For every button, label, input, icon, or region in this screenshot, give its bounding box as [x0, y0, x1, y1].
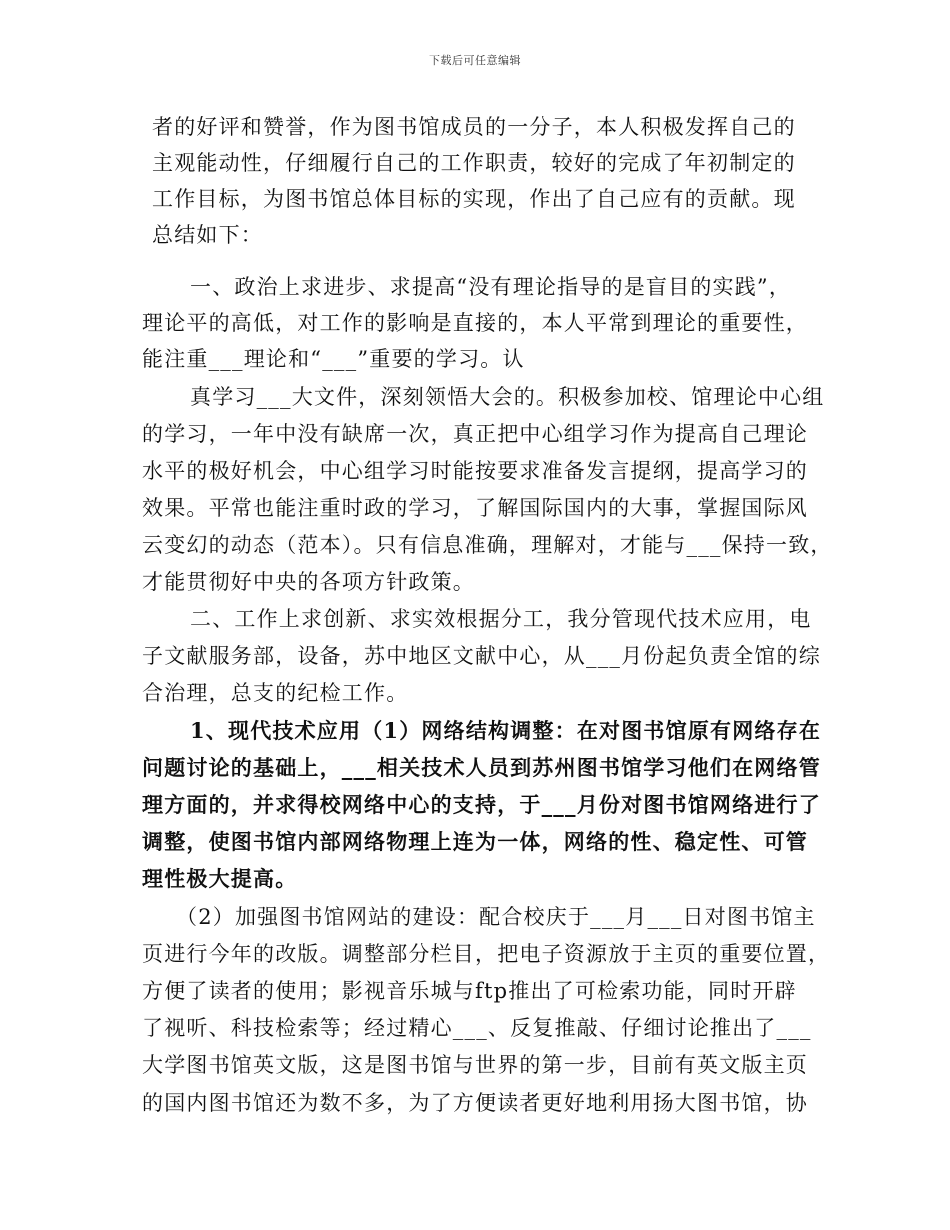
- paragraph-line-bold: 理方面的，并求得校网络中心的支持，于___月份对图书馆网络进行了: [142, 792, 821, 817]
- paragraph-line: 合治理，总支的纪检工作。: [142, 681, 409, 705]
- paragraph-line-bold: 调整，使图书馆内部网络物理上连为一体，网络的性、稳定性、可管: [142, 829, 808, 854]
- paragraph-line: 的国内图书馆还为数不多，为了方便读者更好地利用扬大图书馆，协: [142, 1091, 808, 1115]
- paragraph-line: 真学习___大文件，深刻领悟大会的。积极参加校、馆理论中心组: [190, 385, 825, 409]
- paragraph-line: 页进行今年的改版。调整部分栏目，把电子资源放于主页的重要位置，: [142, 942, 831, 966]
- page-header: 下载后可任意编辑: [429, 54, 521, 67]
- paragraph-line: 了视听、科技检索等；经过精心___、反复推敲、仔细讨论推出了___: [142, 1016, 812, 1040]
- paragraph-line: （2）加强图书馆网站的建设：配合校庆于___月___日对图书馆主: [176, 905, 816, 929]
- paragraph-line: 能注重___理论和“___”重要的学习。认: [142, 347, 525, 371]
- paragraph-line: 大学图书馆英文版，这是图书馆与世界的第一步，目前有英文版主页: [142, 1053, 808, 1077]
- paragraph-line: 主观能动性，仔细履行自己的工作职责，较好的完成了年初制定的: [152, 151, 796, 175]
- paragraph-line: 理论平的高低，对工作的影响是直接的，本人平常到理论的重要性，: [142, 311, 808, 335]
- paragraph-line: 者的好评和赞誉，作为图书馆成员的一分子，本人积极发挥自己的: [152, 115, 796, 139]
- paragraph-line-bold: 理性极大提高。: [142, 866, 298, 891]
- paragraph-line-bold: 1、现代技术应用（1）网络结构调整：在对图书馆原有网络存在: [190, 718, 822, 743]
- paragraph-line: 方便了读者的使用；影视音乐城与ftp推出了可检索功能，同时开辟: [142, 979, 797, 1003]
- paragraph-line: 工作目标，为图书馆总体目标的实现，作出了自己应有的贡献。现: [152, 187, 796, 211]
- paragraph-line: 才能贯彻好中央的各项方针政策。: [142, 570, 475, 594]
- paragraph-line: 一、政治上求进步、求提高“没有理论指导的是盲目的实践”，: [190, 275, 792, 299]
- paragraph-line-bold: 问题讨论的基础上，___相关技术人员到苏州图书馆学习他们在网络管: [142, 755, 821, 780]
- paragraph-line: 效果。平常也能注重时政的学习，了解国际国内的大事，掌握国际风: [142, 496, 808, 520]
- paragraph-line: 总结如下：: [152, 223, 263, 247]
- paragraph-line: 子文献服务部，设备，苏中地区文献中心，从___月份起负责全馆的综: [142, 644, 821, 668]
- paragraph-line: 二、工作上求创新、求实效根据分工，我分管现代技术应用，电: [190, 607, 812, 631]
- paragraph-line: 水平的极好机会，中心组学习时能按要求准备发言提纲，提高学习的: [142, 459, 808, 483]
- paragraph-line: 云变幻的动态（范本）。只有信息准确，理解对，才能与___保持一致，: [142, 533, 833, 557]
- paragraph-line: 的学习，一年中没有缺席一次，真正把中心组学习作为提高自己理论: [142, 422, 808, 446]
